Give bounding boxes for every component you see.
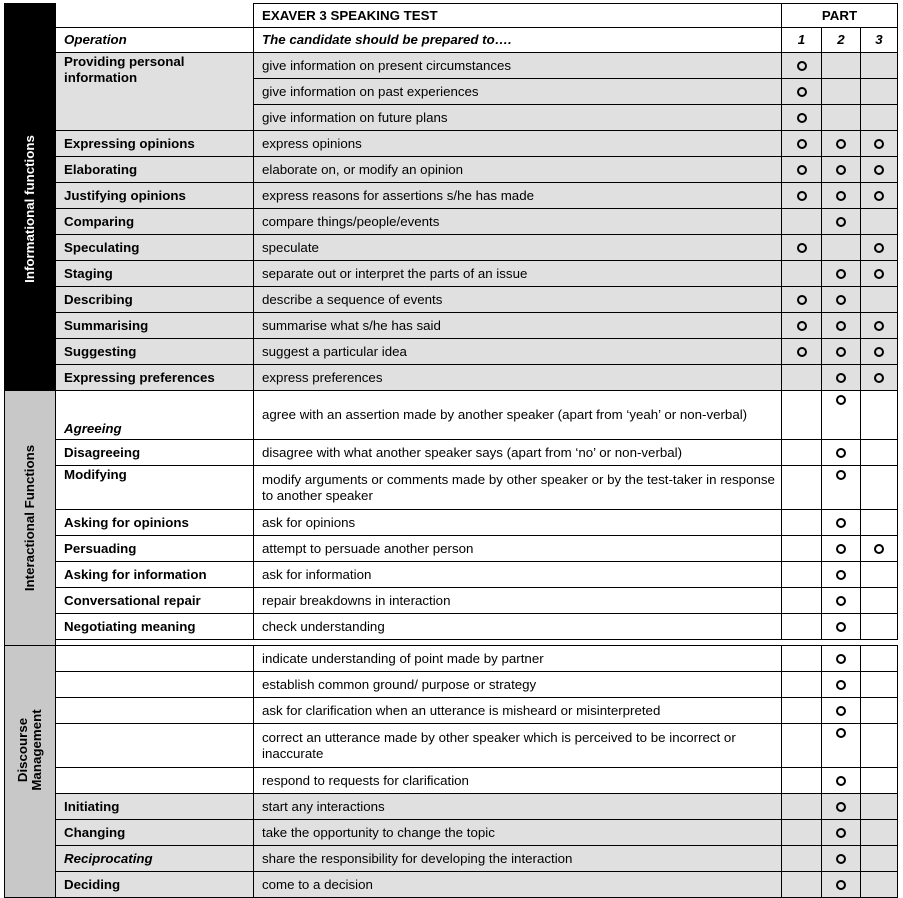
table-row: [5, 846, 898, 872]
table-row: [5, 183, 898, 209]
table-row: [5, 588, 898, 614]
mark-cell: [822, 157, 861, 183]
part-header: PART: [782, 4, 898, 28]
operation-cell: Suggesting: [56, 339, 254, 365]
section-discourse: [5, 646, 56, 898]
header-corner: [5, 4, 56, 28]
table-row: [5, 820, 898, 846]
mark-cell: [782, 536, 822, 562]
circle-mark-icon: [836, 680, 846, 690]
circle-mark-icon: [797, 113, 807, 123]
mark-cell: [782, 698, 822, 724]
description-cell: attempt to persuade another person: [254, 536, 782, 562]
circle-mark-icon: [797, 243, 807, 253]
table-row: [5, 53, 898, 79]
mark-cell: [782, 157, 822, 183]
mark-cell: [861, 794, 898, 820]
circle-mark-icon: [836, 854, 846, 864]
candidate-header: The candidate should be prepared to….: [254, 28, 782, 53]
mark-cell: [861, 157, 898, 183]
circle-mark-icon: [836, 347, 846, 357]
mark-cell: [861, 53, 898, 79]
mark-cell: [861, 339, 898, 365]
circle-mark-icon: [836, 165, 846, 175]
description-cell: share the responsibility for developing the interaction: [254, 846, 782, 872]
mark-cell: [822, 105, 861, 131]
description-cell: agree with an assertion made by another speaker (apart from ‘yeah’ or non-verbal): [254, 391, 782, 440]
table-row: [5, 261, 898, 287]
circle-mark-icon: [797, 61, 807, 71]
operation-cell: [56, 724, 254, 768]
mark-cell: [822, 872, 861, 898]
mark-cell: [861, 365, 898, 391]
operation-cell: Negotiating meaning: [56, 614, 254, 640]
operation-cell: [56, 768, 254, 794]
table-row: [5, 724, 898, 768]
mark-cell: [861, 391, 898, 440]
mark-cell: [822, 313, 861, 339]
mark-cell: [861, 698, 898, 724]
table-row: [5, 536, 898, 562]
description-cell: ask for information: [254, 562, 782, 588]
mark-cell: [782, 183, 822, 209]
mark-cell: [861, 768, 898, 794]
circle-mark-icon: [836, 544, 846, 554]
mark-cell: [861, 466, 898, 510]
table-row: [5, 614, 898, 640]
operation-cell: Modifying: [56, 466, 254, 510]
mark-cell: [822, 562, 861, 588]
mark-cell: [782, 365, 822, 391]
table-row: [5, 646, 898, 672]
section-informational-label: Informational functions: [22, 135, 37, 283]
table-row: [5, 339, 898, 365]
description-cell: suggest a particular idea: [254, 339, 782, 365]
mark-cell: [861, 724, 898, 768]
mark-cell: [861, 235, 898, 261]
mark-cell: [822, 768, 861, 794]
circle-mark-icon: [836, 596, 846, 606]
circle-mark-icon: [836, 728, 846, 738]
operation-cell: Expressing opinions: [56, 131, 254, 157]
circle-mark-icon: [836, 269, 846, 279]
mark-cell: [782, 235, 822, 261]
description-cell: summarise what s/he has said: [254, 313, 782, 339]
operation-header: Operation: [56, 28, 254, 53]
mark-cell: [861, 105, 898, 131]
table-row: [5, 672, 898, 698]
mark-cell: [782, 846, 822, 872]
mark-cell: [782, 588, 822, 614]
operation-cell: Elaborating: [56, 157, 254, 183]
circle-mark-icon: [874, 191, 884, 201]
circle-mark-icon: [836, 448, 846, 458]
operation-cell: Agreeing: [56, 391, 254, 440]
operation-cell: Disagreeing: [56, 440, 254, 466]
mark-cell: [822, 646, 861, 672]
table-row: [5, 313, 898, 339]
mark-cell: [861, 820, 898, 846]
circle-mark-icon: [836, 191, 846, 201]
operation-cell: [56, 672, 254, 698]
table-row: [5, 466, 898, 510]
operation-cell: [56, 646, 254, 672]
mark-cell: [782, 391, 822, 440]
description-cell: speculate: [254, 235, 782, 261]
circle-mark-icon: [836, 395, 846, 405]
circle-mark-icon: [836, 217, 846, 227]
description-cell: elaborate on, or modify an opinion: [254, 157, 782, 183]
mark-cell: [822, 235, 861, 261]
mark-cell: [782, 339, 822, 365]
circle-mark-icon: [836, 570, 846, 580]
operation-cell: Deciding: [56, 872, 254, 898]
section-informational: [5, 28, 56, 391]
description-cell: give information on future plans: [254, 105, 782, 131]
circle-mark-icon: [836, 776, 846, 786]
mark-cell: [782, 768, 822, 794]
mark-cell: [822, 536, 861, 562]
table-row: [5, 157, 898, 183]
mark-cell: [822, 846, 861, 872]
circle-mark-icon: [836, 373, 846, 383]
description-cell: establish common ground/ purpose or strategy: [254, 672, 782, 698]
part-2-header: 2: [822, 28, 861, 53]
mark-cell: [782, 440, 822, 466]
section-discourse-text: Discourse Management: [15, 708, 44, 791]
test-title: EXAVER 3 SPEAKING TEST: [254, 4, 782, 28]
circle-mark-icon: [874, 243, 884, 253]
description-cell: come to a decision: [254, 872, 782, 898]
mark-cell: [782, 562, 822, 588]
mark-cell: [861, 562, 898, 588]
table-row: [5, 287, 898, 313]
operation-cell: Persuading: [56, 536, 254, 562]
description-cell: give information on present circumstances: [254, 53, 782, 79]
table-row: [5, 131, 898, 157]
mark-cell: [822, 53, 861, 79]
operation-cell: Changing: [56, 820, 254, 846]
mark-cell: [822, 794, 861, 820]
mark-cell: [782, 794, 822, 820]
mark-cell: [861, 79, 898, 105]
circle-mark-icon: [836, 470, 846, 480]
mark-cell: [822, 820, 861, 846]
mark-cell: [861, 588, 898, 614]
operation-cell: Providing personal information: [56, 53, 254, 131]
circle-mark-icon: [836, 295, 846, 305]
part-3-header: 3: [861, 28, 898, 53]
table-row: [5, 562, 898, 588]
description-cell: give information on past experiences: [254, 79, 782, 105]
circle-mark-icon: [874, 269, 884, 279]
circle-mark-icon: [836, 518, 846, 528]
mark-cell: [822, 209, 861, 235]
description-cell: take the opportunity to change the topic: [254, 820, 782, 846]
description-cell: compare things/people/events: [254, 209, 782, 235]
mark-cell: [822, 339, 861, 365]
circle-mark-icon: [797, 321, 807, 331]
circle-mark-icon: [797, 347, 807, 357]
table-row: [5, 440, 898, 466]
mark-cell: [861, 846, 898, 872]
table-row: [5, 391, 898, 440]
circle-mark-icon: [874, 373, 884, 383]
mark-cell: [861, 313, 898, 339]
circle-mark-icon: [836, 654, 846, 664]
circle-mark-icon: [836, 880, 846, 890]
description-cell: describe a sequence of events: [254, 287, 782, 313]
description-cell: express preferences: [254, 365, 782, 391]
circle-mark-icon: [797, 165, 807, 175]
mark-cell: [861, 131, 898, 157]
table-row: [5, 768, 898, 794]
operation-cell: Conversational repair: [56, 588, 254, 614]
description-cell: respond to requests for clarification: [254, 768, 782, 794]
table-row: [5, 510, 898, 536]
table-row: [5, 698, 898, 724]
mark-cell: [782, 510, 822, 536]
table-row: [5, 235, 898, 261]
mark-cell: [861, 872, 898, 898]
mark-cell: [782, 105, 822, 131]
mark-cell: [822, 261, 861, 287]
description-cell: disagree with what another speaker says (apart from ‘no’ or non-verbal): [254, 440, 782, 466]
circle-mark-icon: [874, 139, 884, 149]
description-cell: modify arguments or comments made by other speaker or by the test-taker in response to another speaker: [254, 466, 782, 510]
mark-cell: [782, 287, 822, 313]
operation-cell: Comparing: [56, 209, 254, 235]
circle-mark-icon: [874, 347, 884, 357]
circle-mark-icon: [836, 706, 846, 716]
mark-cell: [782, 79, 822, 105]
mark-cell: [861, 287, 898, 313]
mark-cell: [782, 672, 822, 698]
mark-cell: [822, 183, 861, 209]
mark-cell: [822, 365, 861, 391]
operation-cell: Staging: [56, 261, 254, 287]
operation-cell: [56, 698, 254, 724]
circle-mark-icon: [797, 295, 807, 305]
mark-cell: [861, 440, 898, 466]
description-cell: express opinions: [254, 131, 782, 157]
speaking-test-table: [4, 3, 898, 898]
mark-cell: [782, 646, 822, 672]
mark-cell: [782, 724, 822, 768]
description-cell: check understanding: [254, 614, 782, 640]
table-row: [5, 209, 898, 235]
circle-mark-icon: [874, 165, 884, 175]
mark-cell: [822, 614, 861, 640]
mark-cell: [861, 183, 898, 209]
circle-mark-icon: [797, 87, 807, 97]
part-1-header: 1: [782, 28, 822, 53]
circle-mark-icon: [874, 321, 884, 331]
mark-cell: [782, 53, 822, 79]
operation-cell: Expressing preferences: [56, 365, 254, 391]
table-row: [5, 794, 898, 820]
section-interactional-label: Interactional Functions: [22, 444, 37, 592]
mark-cell: [861, 536, 898, 562]
circle-mark-icon: [836, 828, 846, 838]
mark-cell: [822, 588, 861, 614]
header-row-1: [5, 4, 898, 28]
circle-mark-icon: [836, 139, 846, 149]
description-cell: express reasons for assertions s/he has made: [254, 183, 782, 209]
mark-cell: [822, 131, 861, 157]
table-row: [5, 365, 898, 391]
circle-mark-icon: [874, 544, 884, 554]
mark-cell: [861, 646, 898, 672]
mark-cell: [861, 209, 898, 235]
operation-cell: Reciprocating: [56, 846, 254, 872]
mark-cell: [822, 510, 861, 536]
mark-cell: [822, 466, 861, 510]
circle-mark-icon: [836, 321, 846, 331]
header-blank: [56, 4, 254, 28]
mark-cell: [782, 209, 822, 235]
mark-cell: [822, 391, 861, 440]
section-discourse-label: [16, 709, 44, 790]
operation-cell: Describing: [56, 287, 254, 313]
mark-cell: [861, 614, 898, 640]
description-cell: start any interactions: [254, 794, 782, 820]
mark-cell: [782, 466, 822, 510]
mark-cell: [822, 287, 861, 313]
operation-cell: Summarising: [56, 313, 254, 339]
mark-cell: [822, 724, 861, 768]
table-row: [5, 872, 898, 898]
mark-cell: [782, 313, 822, 339]
mark-cell: [822, 672, 861, 698]
operation-cell: Asking for information: [56, 562, 254, 588]
operation-cell: Speculating: [56, 235, 254, 261]
mark-cell: [861, 510, 898, 536]
circle-mark-icon: [797, 191, 807, 201]
mark-cell: [782, 261, 822, 287]
description-cell: ask for clarification when an utterance is misheard or misinterpreted: [254, 698, 782, 724]
mark-cell: [861, 672, 898, 698]
circle-mark-icon: [836, 802, 846, 812]
operation-cell: Justifying opinions: [56, 183, 254, 209]
mark-cell: [822, 440, 861, 466]
mark-cell: [782, 872, 822, 898]
description-cell: indicate understanding of point made by partner: [254, 646, 782, 672]
circle-mark-icon: [797, 139, 807, 149]
mark-cell: [782, 131, 822, 157]
mark-cell: [822, 79, 861, 105]
circle-mark-icon: [836, 622, 846, 632]
description-cell: separate out or interpret the parts of an issue: [254, 261, 782, 287]
description-cell: repair breakdowns in interaction: [254, 588, 782, 614]
section-interactional: [5, 391, 56, 646]
description-cell: ask for opinions: [254, 510, 782, 536]
header-row-2: [5, 28, 898, 53]
mark-cell: [861, 261, 898, 287]
mark-cell: [822, 698, 861, 724]
operation-cell: Initiating: [56, 794, 254, 820]
mark-cell: [782, 820, 822, 846]
mark-cell: [782, 614, 822, 640]
operation-cell: Asking for opinions: [56, 510, 254, 536]
description-cell: correct an utterance made by other speaker which is perceived to be incorrect or inaccurate: [254, 724, 782, 768]
